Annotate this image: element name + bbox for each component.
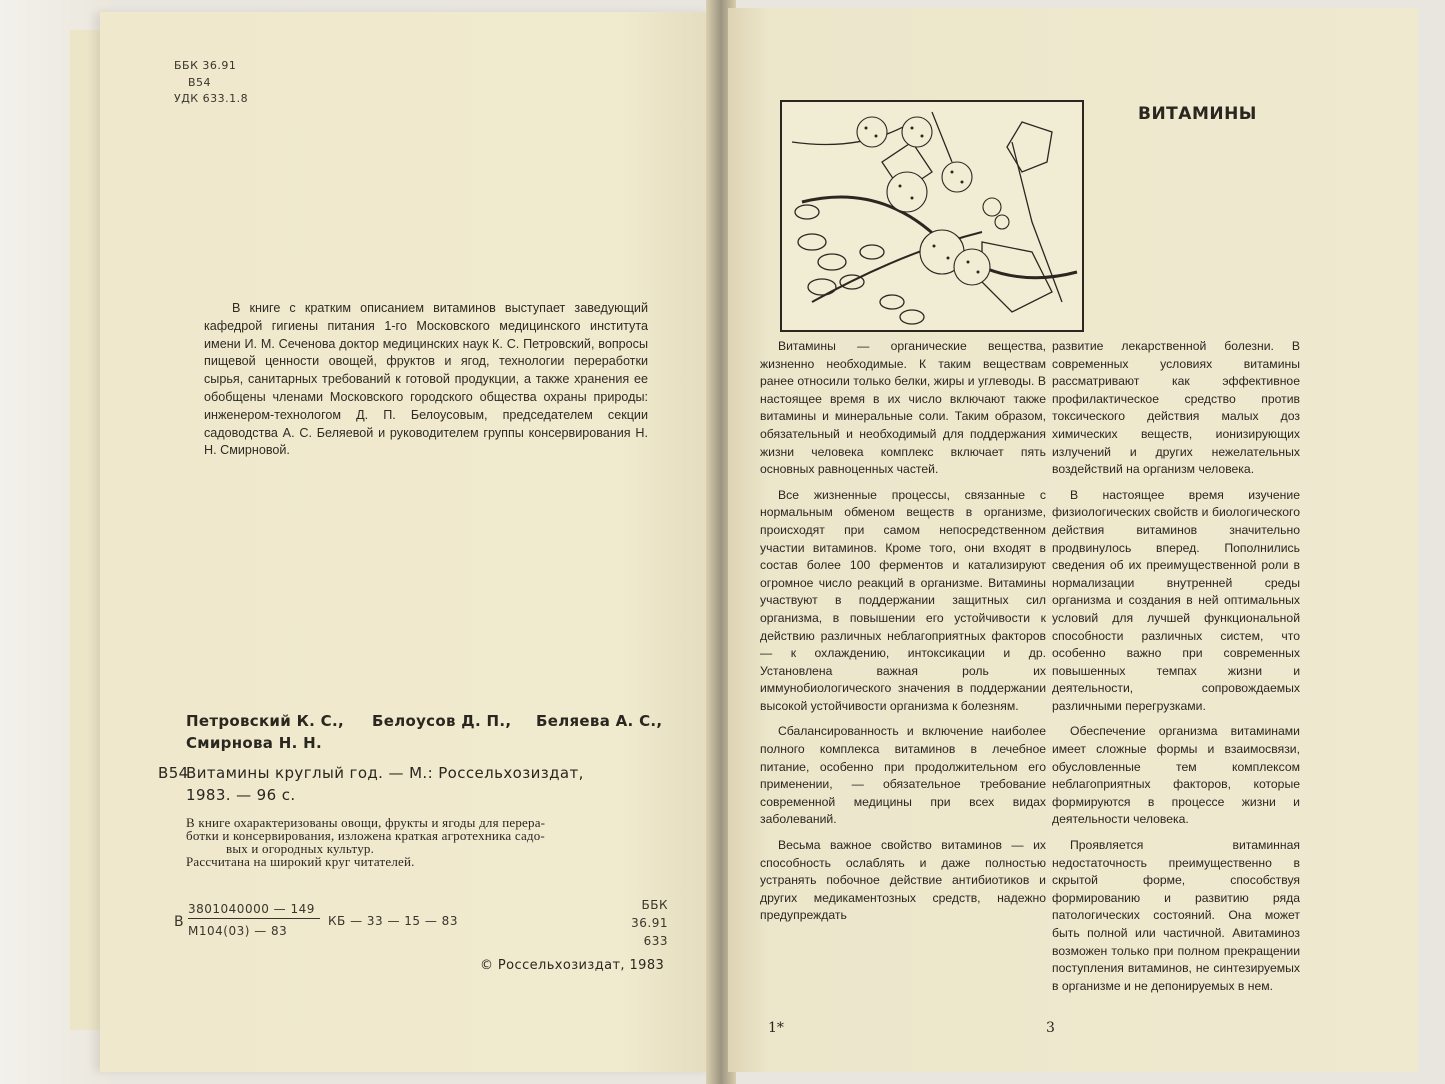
copyright: © Россельхозиздат, 1983 bbox=[480, 958, 665, 973]
catalog-bbk-num: 633 bbox=[643, 934, 668, 948]
catalog-kb: КБ — 33 — 15 — 83 bbox=[328, 914, 458, 928]
paragraph: Обеспечение организма витаминами имеет сложные формы и взаимосвязи, обусловленные тем комплексом неблагоприятных факторов, которые формируются в процессе жизни и деятельности человека. bbox=[1052, 724, 1300, 827]
classification-block bbox=[174, 58, 248, 108]
udk-code: УДК 633.1.8 bbox=[174, 92, 249, 105]
bbk-code: ББК 36.91 bbox=[174, 59, 237, 72]
author-2: Белоусов Д. П., bbox=[372, 712, 512, 730]
author-mark: В54 bbox=[188, 75, 212, 89]
bib-line-2: 1983. — 96 с. bbox=[186, 786, 296, 804]
paragraph: Все жизненные процессы, связанные с нормальным обменом веществ в организме, происходят при самом непосредственном участии витаминов. Кроме того, они входят в состав более 100 ферментов и катализируют огромное число реакций в организме. Витамины участвуют в поддержании защитных сил организма, в повышении его устойчивости к действию различных неблагоприятных факторов — к охлаждению, интоксикации и др. Установлена важная роль их иммунобиологического значения в поддержании высокой устойчивости организма к болезням. bbox=[760, 487, 1046, 713]
raspberry-engraving-icon bbox=[782, 102, 1082, 330]
annotation: В книге с кратким описанием витаминов выступает заведующий кафедрой гигиены питания 1-го Московского медицинского института имени И. М. Сеченова доктор медицинских наук К. С. Петровский, вопросы пищевой ценности овощей, фруктов и ягод, технологии переработки сырья, санитарных требований к готовой продукции, а также хранения ее обобщены членами Московского городского общества охраны природы: инженером-технологом Д. П. Белоусовым, председателем секции садоводства А. С. Беляевой и руководителем группы консервирования Н. Н. Смирновой. bbox=[204, 301, 648, 458]
catalog-denominator: М104(03) — 83 bbox=[188, 924, 288, 938]
description-line: Рассчитана на широкий круг читателей. bbox=[186, 854, 415, 869]
paragraph: развитие лекарственной болезни. В современных условиях витамины рассматривают как эффективное профилактическое средство против токсического действия малых доз химических веществ, ионизирующих излучений и других нежелательных воздействий на организм человека. bbox=[1052, 339, 1300, 477]
text-column-2 bbox=[1052, 338, 1300, 1003]
section-heading: ВИТАМИНЫ bbox=[1138, 104, 1257, 124]
page-number: 3 bbox=[1046, 1020, 1055, 1036]
description-line: В книге охарактеризованы овощи, фрукты и ягоды для перера- bbox=[186, 815, 546, 830]
catalog-letter: В bbox=[174, 914, 185, 930]
fraction-line bbox=[188, 918, 320, 919]
bib-line-1: Витамины круглый год. — М.: Россельхозиздат, bbox=[186, 764, 584, 782]
raspberry-illustration bbox=[780, 100, 1084, 332]
paragraph: Весьма важное свойство витаминов — их способность ослаблять и даже полностью устранять побочное действие антибиотиков и других медикаментозных средств, надежно предупреждать bbox=[760, 838, 1046, 923]
signature-mark: 1* bbox=[768, 1020, 784, 1036]
book-description bbox=[186, 816, 686, 868]
paragraph: В настоящее время изучение физиологических свойств и биологического действия витаминов значительно продвинулось вперед. Пополнились сведения об их преимущественной роли в нормализации внутренней среды организма и создания в ней оптимальных условий для лучшей функциональной способности различных систем, что особенно важно при современных повышенных темпах жизни и деятельности, сопровождаемых различными перегрузками. bbox=[1052, 487, 1300, 713]
description-line: вых и огородных культур. bbox=[226, 841, 375, 856]
paragraph: Сбалансированность и включение наиболее полного комплекса витаминов в лечебное питание, особенно при продолжительном его применении, — обязательное требование современной медицины при всех видах заболеваний. bbox=[760, 724, 1046, 827]
left-page bbox=[100, 12, 712, 1072]
bib-code: В54 bbox=[158, 764, 189, 782]
catalog-bbk bbox=[608, 896, 668, 950]
authors bbox=[186, 712, 686, 752]
paragraph: Проявляется витаминная недостаточность преимущественно в скрытой форме, способствуя формированию и развитию ряда патологических состояний. Она может быть полной или частичной. Авитаминоз возможен только при полном прекращении поступления витаминов, не синтезируемых в организме и не депонируемых в нем. bbox=[1052, 838, 1300, 993]
author-1: Петровский К. С., bbox=[186, 712, 344, 730]
text-column-1 bbox=[760, 338, 1046, 933]
author-4: Смирнова Н. Н. bbox=[186, 734, 322, 752]
catalog-numerator: 3801040000 — 149 bbox=[188, 902, 315, 916]
right-page bbox=[728, 8, 1418, 1072]
description-line: ботки и консервирования, изложена краткая агротехника садо- bbox=[186, 828, 545, 843]
paragraph: Витамины — органические вещества, жизненно необходимые. К таким веществам ранее относили только белки, жиры и углеводы. В настоящее время в их число включают также витамины и минеральные соли. Таким образом, обязательный и необходимый для поддержания жизни человека комплекс включает пять основных равноценных частей. bbox=[760, 339, 1046, 477]
author-3: Беляева А. С., bbox=[536, 712, 663, 730]
catalog-bbk-code: ББК 36.91 bbox=[631, 898, 668, 930]
